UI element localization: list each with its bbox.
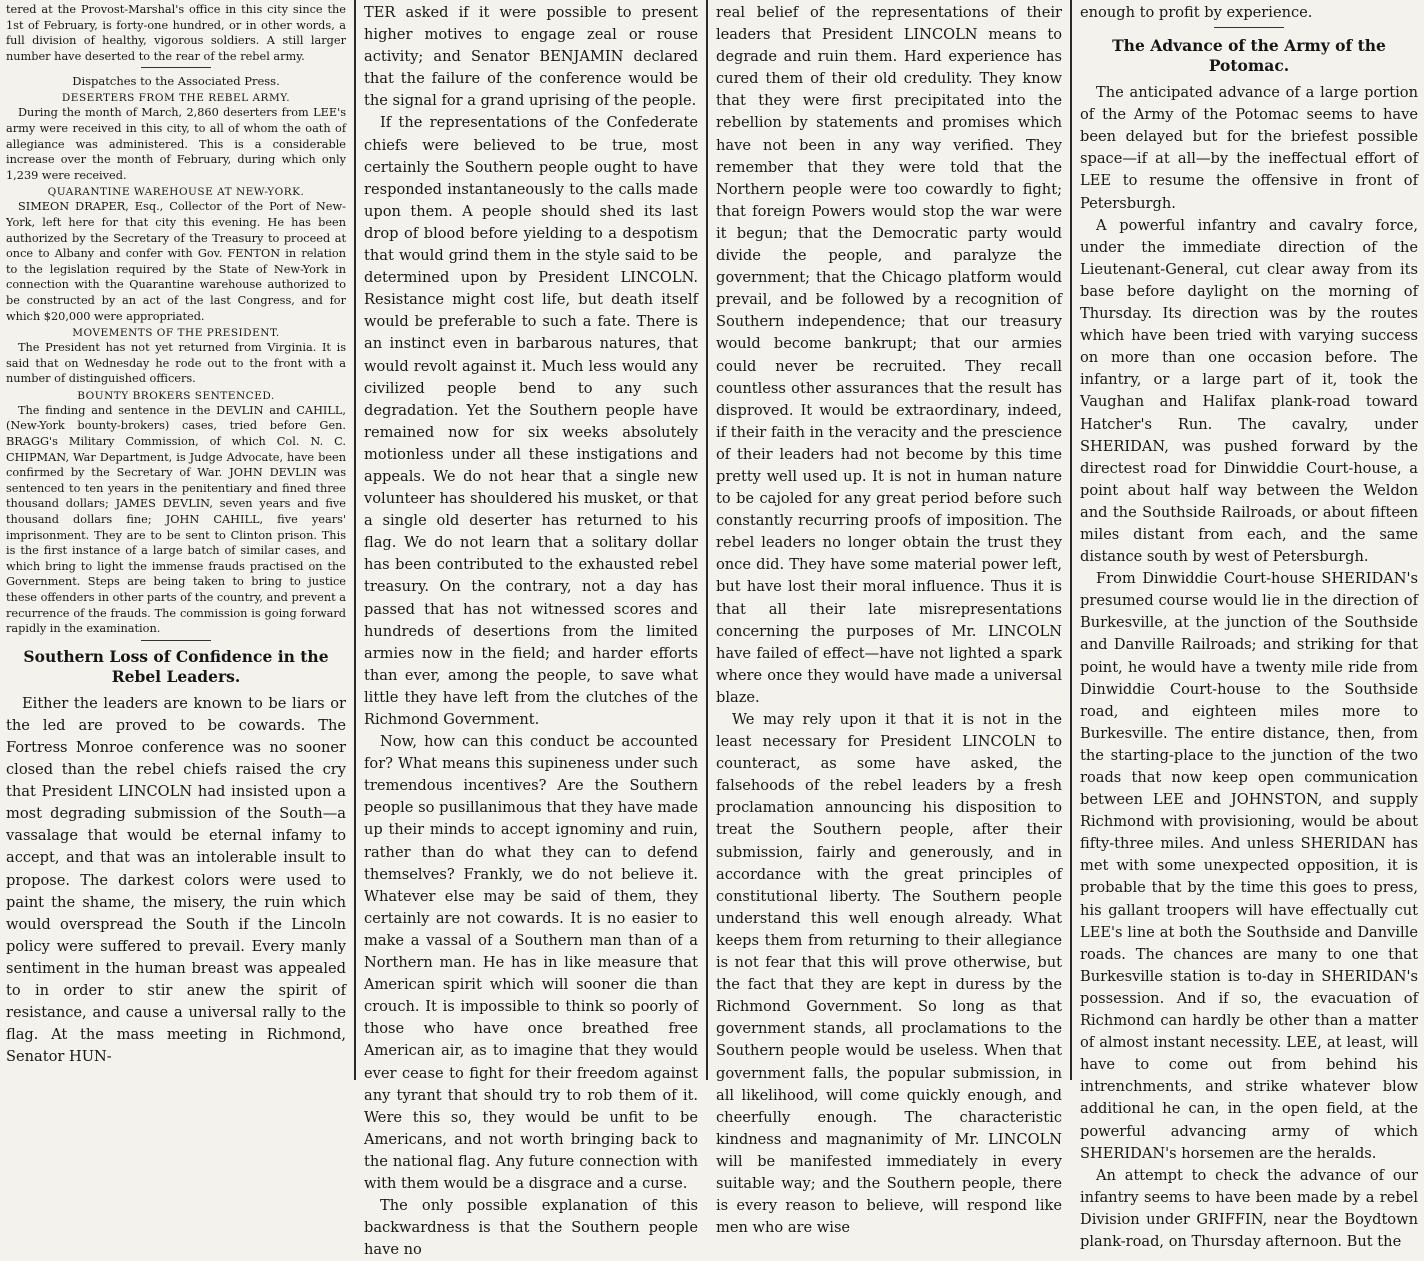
- paragraph: real belief of the representations of their leaders that President LINCOLN means to degrade and ruin them. Hard experience has cured them of their old credulity. They know that they were first precipitated into the rebellion by statements and promises which have not been in any way verified. They remember that they were told that the Northern people were too cowardly to fight; that foreign Powers would stop the war were it begun; that the Democratic party would divide the people, and paralyze the government; that the Chicago platform would prevail, and be followed by a recognition of Southern independence; that our treasury would become bankrupt; that our armies could never be recruited. They recall countless other assurances that the result has disproved. It would be extraordinary, indeed, if their faith in the veracity and the prescience of their leaders had not become by this time pretty well used up. It is not in human nature to be cajoled for any great period before such constantly recurring proofs of imposition. The rebel leaders no longer obtain the trust they once did. They have some material power left, but have lost their moral influence. Thus it is that all their late misrepresentations concerning the purposes of Mr. LINCOLN have failed of effect—have not lighted a spark where once they would have made a universal blaze.: [716, 4, 1062, 706]
- column-3: [710, 0, 1068, 1237]
- paragraph-brokers: The finding and sentence in the DEVLIN and CAHILL, (New-York bounty-brokers) cases, tried before Gen. BRAGG's Military Commission, of which Col. N. C. CHIPMAN, War Department, is Judge Advocate, have been confirmed by the Secretary of War. JOHN DEVLIN was sentenced to ten years in the penitentiary and fined three thousand dollars; JAMES DEVLIN, seven years and five thousand dollars fine; JOHN CAHILL, five years' imprisonment. They are to be sent to Clinton prison. This is the first instance of a large batch of similar cases, and which bring to light the immense frauds practised on the Government. Steps are being taken to bring to justice these offenders in other parts of the country, and prevent a recurrence of the frauds. The commission is going forward rapidly in the examination.: [6, 403, 346, 636]
- column-2: [358, 0, 704, 1259]
- column-rule: [1070, 0, 1072, 1080]
- column-4: [1074, 0, 1424, 1250]
- paragraph-quarantine: SIMEON DRAPER, Esq., Collector of the Port of New-York, left here for that city this evening. He has been authorized by the Secretary of the Treasury to proceed at once to Albany and confer with Gov. FENTON in relation to the legislation required by the State of New-York in connection with the Quarantine warehouse authorized to be constructed by an act of the last Congress, and for which $20,000 were appropriated.: [6, 200, 346, 323]
- subheading-brokers: BOUNTY BROKERS SENTENCED.: [77, 389, 275, 402]
- subheading-deserters: DESERTERS FROM THE REBEL ARMY.: [61, 92, 291, 105]
- column-rule: [706, 0, 708, 1080]
- paragraph: Now, how can this conduct be accounted for? What means this supineness under such tremendous incentives? Are the Southern people so pusillanimous that they have made up their minds to accept ignominy and ruin, rather than do what they can to defend themselves? Frankly, we do not believe it. Whatever else may be said of them, they certainly are not cowards. It is no easier to make a vassal of a Southern man than of a Northern man. He has in like measure that American spirit which will sooner die than crouch. It is impossible to think so poorly of those who have once breathed free American air, as to imagine that they would ever cease to fight for their freedom against any tyrant that should try to rob them of it. Were this so, they would be unfit to be Americans, and not worth bringing back to the national flag. Any future connection with with them would be a disgrace and a curse.: [364, 733, 698, 1192]
- paragraph: The only possible explanation of this backwardness is that the Southern people have no: [364, 1197, 698, 1259]
- separator: [141, 640, 211, 641]
- paragraph-deserters: During the month of March, 2,860 deserters from LEE's army were received in this city, to all of whom the oath of allegiance was administered. This is a considerable increase over the month of February, during which only 1,239 were received.: [6, 106, 346, 182]
- paragraph-lead: Either the leaders are known to be liars or the led are proved to be cowards. The Fortress Monroe conference was no sooner closed than the rebel chiefs raised the cry that President LINCOLN had insisted upon a most degrading submission of the South—a vassalage that would be eternal infamy to accept, and that was an intolerable insult to propose. The darkest colors were used to paint the shame, the misery, the ruin which would overspread the South if the Lincoln policy were suffered to prevail. Every manly sentiment in the human breast was appealed to in order to stir anew the spirit of resistance, and cause a universal rally to the flag. At the mass meeting in Richmond, Senator HUN-: [6, 694, 346, 1066]
- paragraph: From Dinwiddie Court-house SHERIDAN's presumed course would lie in the direction of Burkesville, at the junction of the Southside and Danville Railroads; and striking for that point, he would have a twenty mile ride from Dinwiddie Court-house to the Southside road, and eighteen miles more to Burkesville. The entire distance, then, from the starting-place to the junction of the two roads that now keep open communication between LEE and JOHNSTON, and supply Richmond with provisioning, would be about fifty-three miles. And unless SHERIDAN has met with some unexpected opposition, it is probable that by the time this goes to press, his gallant troopers will have effectually cut LEE's line at both the Southside and Danville roads. The chances are many to one that Burkesville station is to-day in SHERIDAN's possession. And if so, the evacuation of Richmond can hardly be other than a matter of almost instant necessity. LEE, at least, will have to come out from behind his intrenchments, and strike whatever blow additional he can, in the open field, at the powerful advancing army of which SHERIDAN's horsemen are the heralds.: [1080, 570, 1418, 1162]
- column-rule: [354, 0, 356, 1080]
- paragraph: TER asked if it were possible to present higher motives to engage zeal or rouse activity; and Senator BENJAMIN declared that the failure of the conference would be the signal for a grand uprising of the people.: [364, 4, 698, 110]
- paragraph: A powerful infantry and cavalry force, under the immediate direction of the Lieutenant-General, cut clear away from its base before daylight on the morning of Thursday. Its direction was by the routes which have been tried with varying success on more than one occasion before. The infantry, or a large part of it, took the Vaughan and Halifax plank-road toward Hatcher's Run. The cavalry, under SHERIDAN, was pushed forward by the directest road for Dinwiddie Court-house, a point about half way between the Weldon and the Southside Railroads, or about fifteen miles distant from each, and the same distance south by west of Petersburgh.: [1080, 216, 1418, 566]
- subheading-president: MOVEMENTS OF THE PRESIDENT.: [72, 327, 280, 340]
- paragraph: An attempt to check the advance of our infantry seems to have been made by a rebel Division under GRIFFIN, near the Boydtown plank-road, on Thursday afternoon. But the: [1080, 1166, 1418, 1250]
- separator: [1214, 27, 1284, 28]
- article-headline: The Advance of the Army of the Potomac.: [1112, 36, 1386, 76]
- paragraph: The anticipated advance of a large portion of the Army of the Potomac seems to have been delayed but for the briefest possible space—if at all—by the ineffectual effort of LEE to resume the offensive in front of Petersburgh.: [1080, 84, 1418, 212]
- subheading-quarantine: QUARANTINE WAREHOUSE AT NEW-YORK.: [47, 186, 305, 199]
- paragraph-intro: tered at the Provost-Marshal's office in this city since the 1st of February, is forty-one hundred, or in other words, a full division of healthy, vigorous soldiers. A still larger number have deserted to the rear of the rebel army.: [6, 3, 346, 63]
- dispatches-heading: Dispatches to the Associated Press.: [72, 74, 280, 89]
- paragraph: enough to profit by experience.: [1080, 4, 1313, 21]
- separator: [141, 67, 211, 68]
- paragraph: We may rely upon it that it is not in the least necessary for President LINCOLN to counteract, as some have asked, the falsehoods of the rebel leaders by a fresh proclamation announcing his disposition to treat the Southern people, after their submission, fairly and generously, and in accordance with the great principles of constitutional liberty. The Southern people understand this well enough already. What keeps them from returning to their allegiance is not fear that this will prove otherwise, but the fact that they are kept in duress by the Richmond Government. So long as that government stands, all proclamations to the Southern people would be useless. When that government falls, the popular submission, in all likelihood, will come quickly enough, and cheerfully enough. The characteristic kindness and magnanimity of Mr. LINCOLN will be manifested immediately in every suitable way; and the Southern people, there is every reason to believe, will respond like men who are wise: [716, 711, 1062, 1237]
- paragraph-president: The President has not yet returned from Virginia. It is said that on Wednesday he rode out to the front with a number of distinguished officers.: [6, 341, 346, 386]
- article-headline: Southern Loss of Confidence in the Rebel Leaders.: [23, 646, 329, 686]
- column-1: [0, 0, 352, 1080]
- paragraph: If the representations of the Confederate chiefs were believed to be true, most certainly the Southern people ought to have responded instantaneously to the calls made upon them. A people should shed its last drop of blood before yielding to a despotism that would grind them in the style said to be determined upon by President LINCOLN. Resistance might cost life, but death itself would be preferable to such a fate. There is an instinct even in barbarous natures, that would revolt against it. Much less would any civilized people bend to any such degradation. Yet the Southern people have remained now for six weeks absolutely motionless under all these instigations and appeals. We do not hear that a single new volunteer has shouldered his musket, or that a single old deserter has returned to his flag. We do not learn that a solitary dollar has been contributed to the exhausted rebel treasury. On the contrary, not a day has passed that has not witnessed scores and hundreds of desertions from the limited armies now in the field; and harder efforts than ever, among the people, to save what little they have left from the clutches of the Richmond Government.: [364, 114, 698, 728]
